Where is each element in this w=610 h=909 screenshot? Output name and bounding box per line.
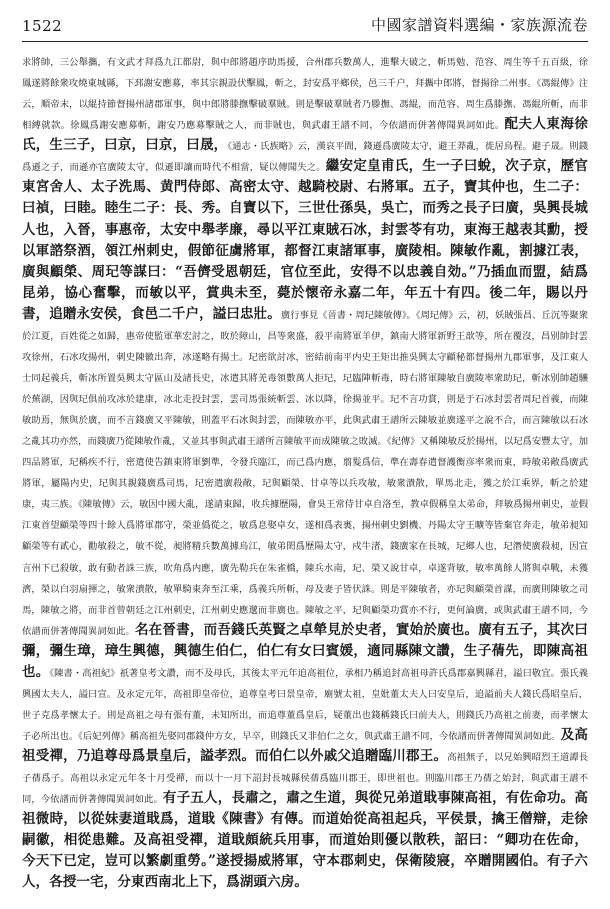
- main-text-segment: 繼安定皇甫氏，生一子曰蛻，次子京，歷官東宮舍人、太子洗馬、黄門侍郎、高密太守、越騎校尉、右將軍。五子，寶其仲也，生二子：曰禎，曰睦。睦生二子：長、秀。自寶以下，三世仕孫吳，吳亡，而秀之長子曰廣，吳興長城人也，入晉，事惠帝，太安中舉孝廉，尋以平江東賊石冰，封雲苓有功，東海王越表其勳，授以軍諮祭酒，領江州刺史，假節征虜將軍，都督江東諸軍事，廣陵相。陳敏作亂，割據江表，廣與顧榮、周玘等謀曰：: [22, 158, 588, 280]
- body-text: [22, 50, 588, 892]
- annotation-note: 求將帥，三公舉攜，有文武才拜爲九江都尉，與中郎將趙序助馬援，合州郡兵數萬人，進擊大破之，斬馬勉、范容、周生等千五百級，徐鳳遂將餘衆攻燒東城縣，下邳謝安應募，率其宗親設伏擊鳳，斬之，封安爲平鄉侯，邑三千户，拜攜中郎將，督揚徐二州事。《馮緄傳》注云，順帝末，以緄持節督揚州諸郡軍事，與中郎將滕撫擊破羣賊。則是擊破羣賊者乃滕撫、馮緄，而范容、周生爲滕撫、馮緄所斬，而非相縛就款。徐鳳爲謝安應募斬，謝安乃應募擊賊之人，而非賊也，與武肅王譜不同，今依譜而併著傳聞異詞如此。: [22, 57, 588, 132]
- page-number: 1522: [22, 17, 63, 35]
- main-text-segment: “吾儕受恩朝廷，官位至此，安得不以忠義自効。”乃插血而盟，結爲昆弟，協心奮擊，而敏以平，賞典未至，薨於懷帝永嘉二年，年五十有四。後二年，賜以丹書，追贈永安侯，食邑二千户，謚曰忠壯。: [22, 263, 588, 322]
- main-text-segment: 及高祖受禪，乃追尊母爲景皇后，謚孝烈。而伯仁以外戚父追贈臨川郡王。: [22, 727, 588, 765]
- page-header: [22, 0, 588, 42]
- annotation-note: 《陳書・高祖紀》祇著皇考文讚，而不及母氏，其後太平元年追高祖位，承相乃稱追封高祖母許氏爲郡嘉興縣君，謚曰敬宜。張氏義興國太夫人，謚曰宣。及永定元年，高祖即皇帝位，追尊皇考曰景皇帝，廟號太祖，皇妣董太夫人曰安皇后，追謚前夫人錢氏爲昭皇后，世子克爲孝懷太子。則是高祖之母有張有董，未知所出，而追尊董爲皇后，疑董出也錢稱錢氏曰前夫人，則錢氏乃高祖之前妻，而孝懷太子必所出也。《后妃列傳》稱高祖先娶同郡錢仲方女，早卒，則錢氏又非伯仁之女，與武肅王譜不同，今依譜而併著傳聞異詞如此。: [22, 667, 588, 743]
- main-text-segment: 名在晉書，而吾錢氏英賢之卓犖見於史者，實始於廣也。廣有五子，其次曰彌，彌生璋，璋生興德，興德生伯仁，伯仁有女曰賓媛，適同縣陳文讚，生子蒨先，即陳高祖也。: [22, 621, 588, 680]
- main-text-segment: 配夫人東海徐氏，生三子，曰京，曰京，曰晟，: [22, 116, 588, 154]
- running-title: 中國家譜資料選編・家族源流卷: [370, 16, 588, 34]
- annotation-note: 高祖無子，以兄始興昭烈王道譚長子蒨爲子。高祖以永定元年冬十月受禪，而以十一月下詔封長城縣侯蒨爲臨川郡王，即世祖也。則臨川郡王乃蒨之始封，與武肅王譜不同，今依譜而併著傳聞異詞如此。: [22, 752, 588, 806]
- annotation-note: 《通志・氏族略》云，漢哀平間，錢遜爲廣陵太守，避王莽亂，徙居烏程。避子晟。則錢爲遜之子，而遜亦官廣陵太守，似遜即讓而時代不相當，疑以傳聞失之。: [22, 141, 588, 174]
- annotation-note: 廣行事見《晉書・周玘陳敏傳》。《周玘傳》云，初，妖賊張昌、丘沉等聚衆於江夏，百姓從之如歸，惠帝使監軍華宏討之，敗於障山，昌等衆盛，殺平南將軍羊伊，鎮南大將軍新野王歆等，所在覆沒，昌别帥封雲攻徐州，石冰攻揚州，刺史陳徽出奔，冰遂略有揚土。玘密欲討冰，密結前南平内史王矩出推吳興太守顧秘都督揚州九郡軍事，及江東人士同起義兵，斬冰所置吳興太守區山及諸長史，冰遣其將羌毒領數萬人拒玘，玘臨陣斬毒，時右將軍陳敏自廣陵率衆助玘，斬冰别帥趙驤於蕪湖，因與玘俱前攻冰於建康，冰北走投封雲，雲司馬張統斬雲、冰以降，徐揚並平。玘不言功賞，則是于石冰封雲者周玘首義，而陳敏助焉，無與於廣，而不言錢廣又平陳敏，則蓋平石冰與封雲，而陳敏亦平，此與武肅王譜所云陳敏並廣遂平之說不合，而言陳敏以石冰之亂其功亦然，而錢廣乃從陳敏作亂，又並其事與武肅王譜所言陳敏平而成陳敏之敗滅。《紀傳》又稱陳敏反於揚州，以玘爲安豐太守，加四品將軍，玘稱疾不行，密遣使告鎮東將軍劉準，令發兵臨江，而己爲内應，翦髮爲信，準在壽春遣督護衡彦率衆而東，時敏弟敞爲廣武將軍，屬陽内史，玘與其親錢廣爲司馬，玘密遣廣殺敞，玘與顧榮、甘卓等以兵攻敏，敏衆潰散，單馬北走，獲之於江乘界，斬之於建康，夷三族。《陳敏傳》云，敏因中國大亂，遂請東歸，收兵據歷陽，會吳王常侍甘卓自洛至，教卓假稱皇太弟命，拜敏爲揚州刺史，並假江東首望顧榮等四十餘人爲將軍郡守，榮並僞從之，敏爲息娶卓女，遂相爲表裏，揚州刺史劉機、丹陽太守王曠等皆棄官奔走，敏弟昶知顧榮等有貳心，勸敏殺之，敏不從，昶將精兵數萬據烏江，敏弟閎爲歷陽太守，戍牛渚，錢廣家在長城，玘鄉人也，玘潛使廣殺昶，因宣言州下已殺敏，敢有動者誅三族，吹角爲内應，廣先勒兵在朱雀橋，陳兵水南，玘、榮又說甘卓，卓遂背敏，敏率萬餘人將與卓戰，未獲濟，榮以白羽扇揮之，敏衆潰散，敏單騎東奔至江乘，爲義兵所斬，母及妻子皆伏誅。則是平陳敏者，亦玘與顧榮首謀，而廣則陳敏之司馬，陳敏之將，而非首曾朝廷之江州刺史，江州刺史應邈而非廣也。陳敏之平，玘與顧榮功賞亦不行，更何論廣，或與武肅王譜不同，今依譜而併著傳聞異詞如此。: [22, 309, 588, 637]
- main-text-segment: 有子五人，長肅之，肅之生道，與從兄弟道戢事陳高祖，有佐命功。高祖微時，以從妹妻道戢爲，道戢《陳書》有傳。而道始從高祖起兵，平侯景，擒王僧辯，走徐嗣徽，相從患難。及高祖受禪，道戢頗統兵用事，而道始則優以散秩，詔曰：“卿功在佐命，今天下已定，豈可以繁劇重勞。”遂授揚威將軍，守本郡刺史，保衛陵寢，卒贈開國伯。有子六人，各授一宅，分東西南北上下，爲湖頭六房。: [22, 790, 588, 891]
